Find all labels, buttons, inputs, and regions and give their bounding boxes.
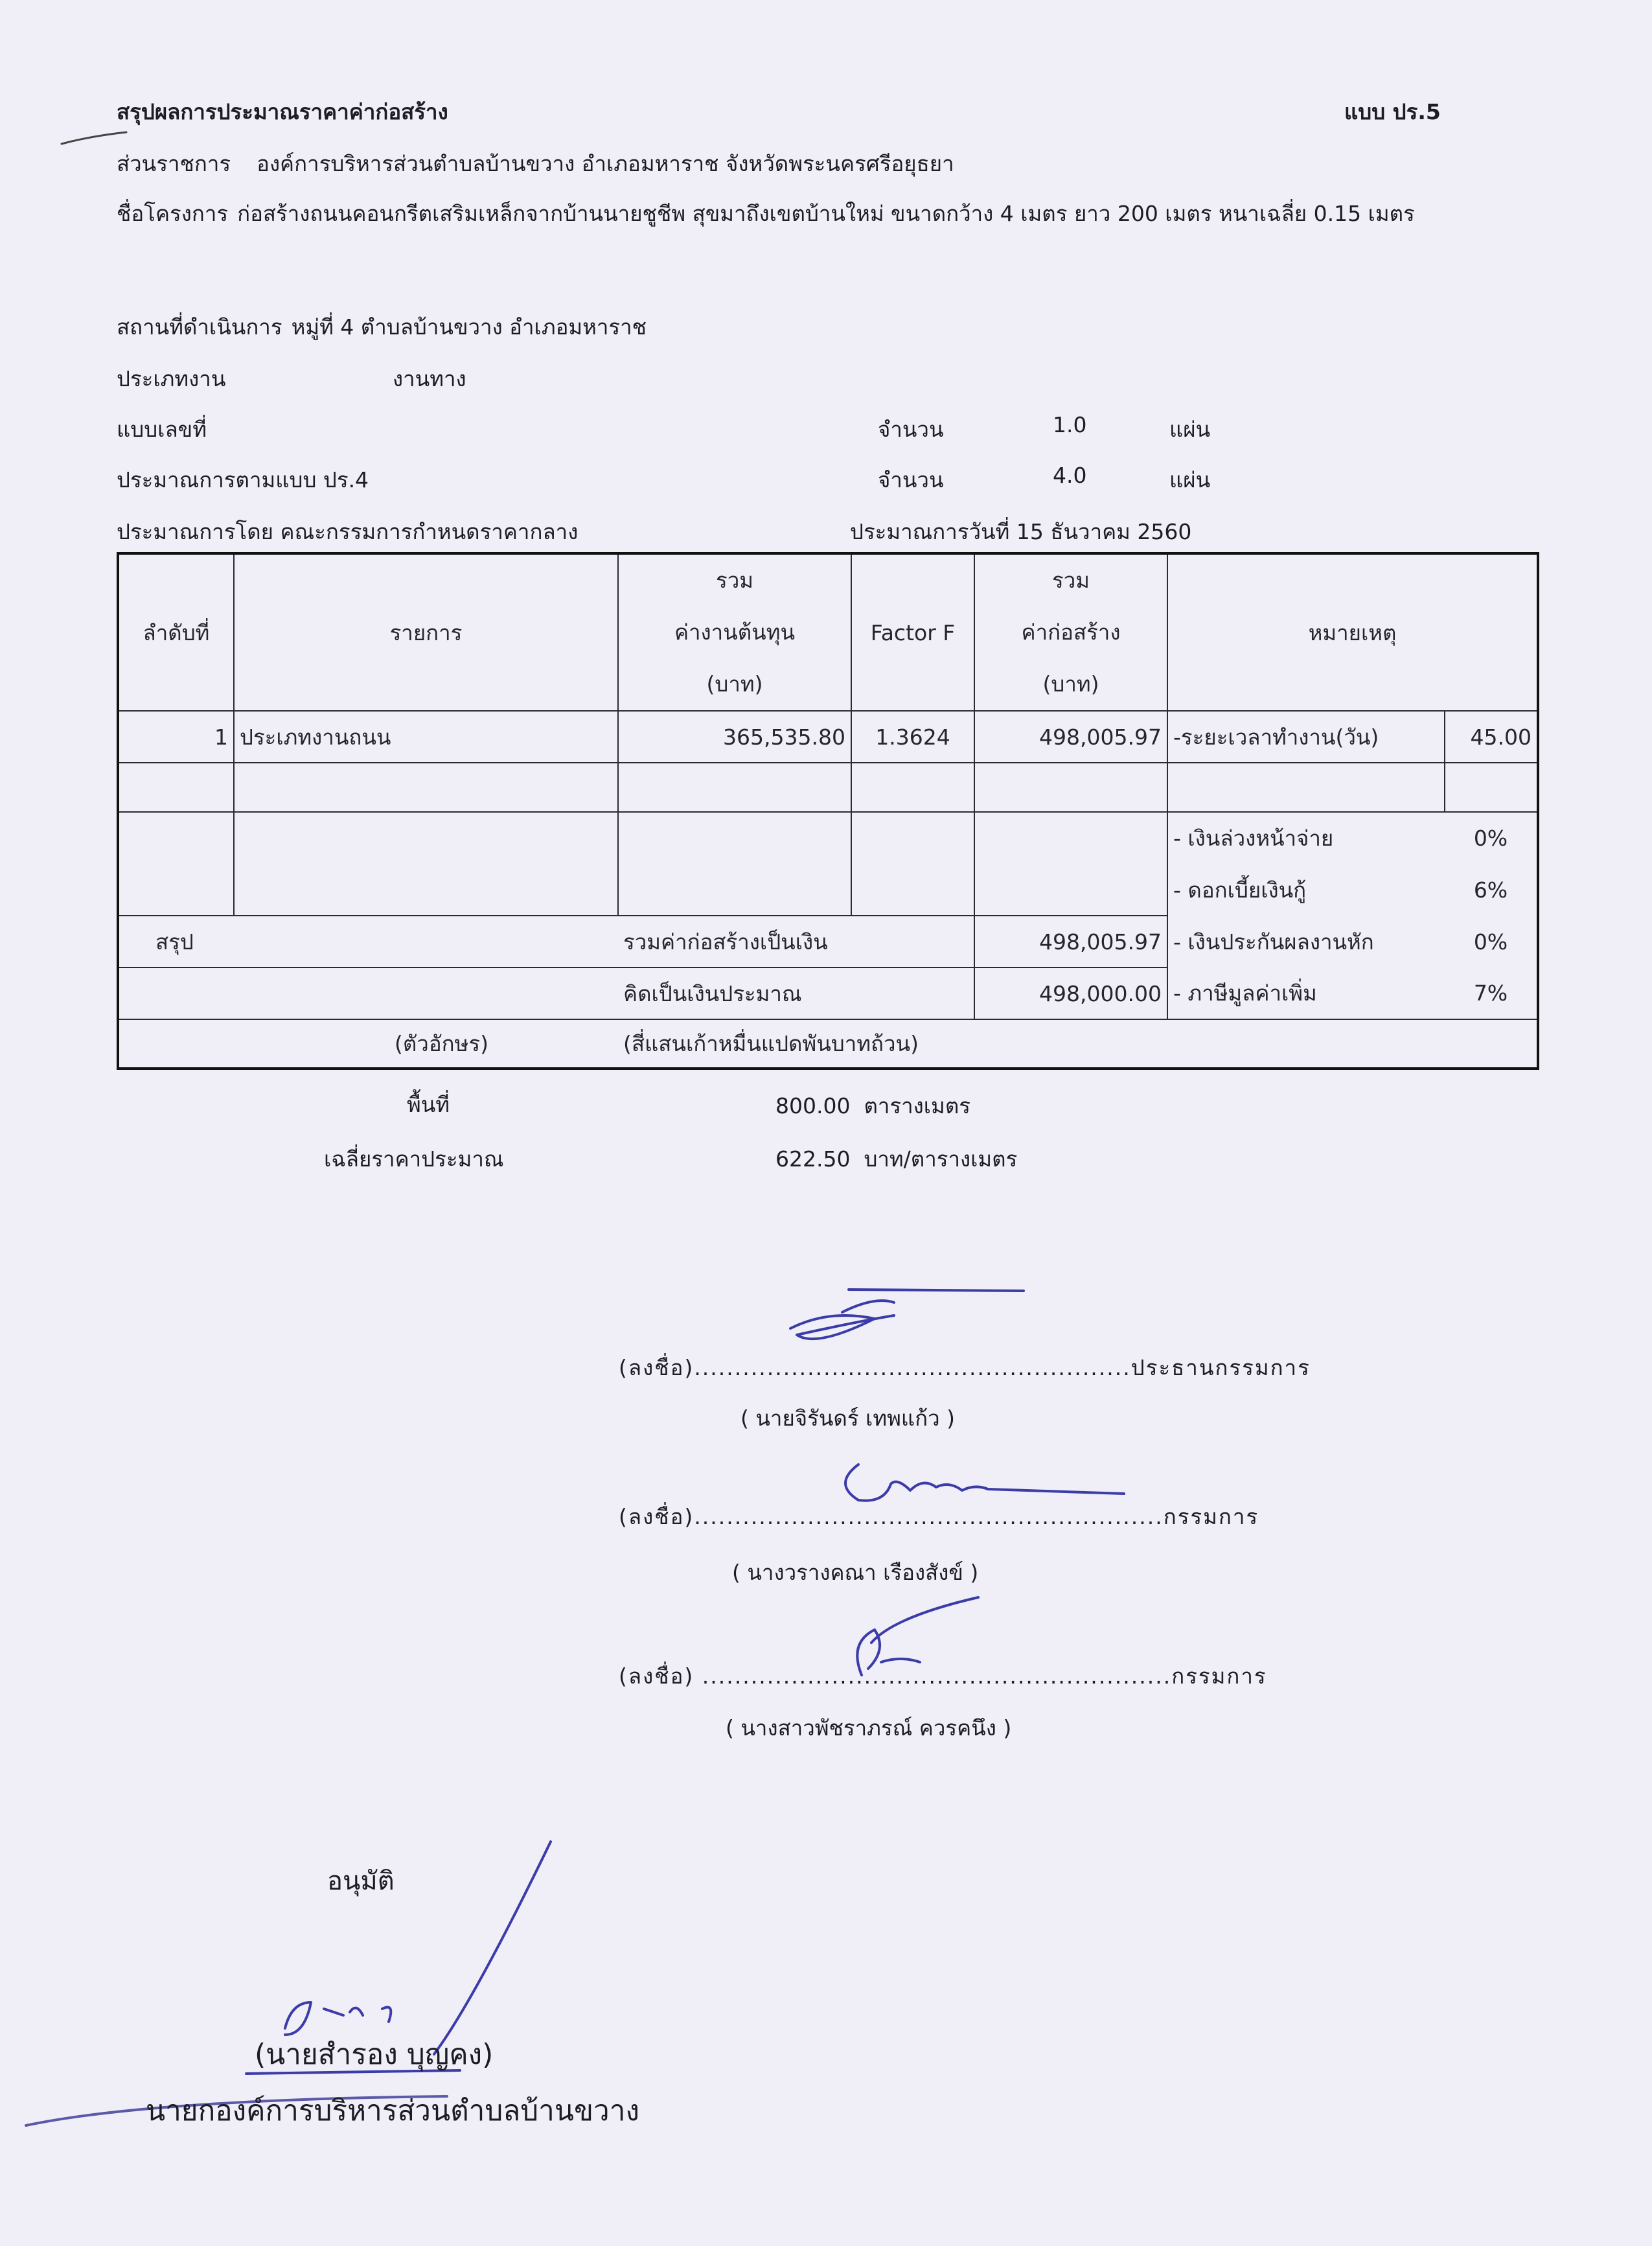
signature-2-line: (ลงชื่อ)..........................................................กรรมการ: [619, 1504, 1259, 1529]
summary-row-rounded: [118, 967, 1538, 1019]
plan-qty: 1.0: [1053, 412, 1087, 437]
header-order: ลำดับที่: [118, 553, 234, 711]
table-row-term-1: [118, 812, 1538, 864]
header-total-line3: (บาท): [1042, 671, 1099, 697]
term-interest-value: 6%: [1445, 864, 1538, 916]
total-value: 498,005.97: [974, 916, 1167, 967]
table-row-empty: [118, 763, 1538, 812]
summary-label: สรุป: [118, 916, 234, 967]
approval-label: อนุมัติ: [327, 1866, 395, 1896]
words-row: [118, 1019, 1538, 1069]
signature-3-line: (ลงชื่อ) ..........................................................กรรมการ: [619, 1663, 1267, 1689]
total-label: รวมค่าก่อสร้างเป็นเงิน: [618, 916, 974, 967]
signature-1-prefix: (ลงชื่อ): [619, 1355, 694, 1380]
estimate-unit: แผ่น: [1169, 467, 1211, 492]
work-type-label: ประเภทงาน: [117, 366, 226, 391]
location-label: สถานที่ดำเนินการ: [117, 314, 282, 340]
header-remark: หมายเหตุ: [1167, 553, 1538, 711]
term-interest-label: - ดอกเบี้ยเงินกู้: [1167, 864, 1445, 916]
signature-3-role: กรรมการ: [1171, 1663, 1267, 1689]
row-remark: -ระยะเวลาทำงาน(วัน): [1167, 711, 1445, 763]
header-total-line2: ค่าก่อสร้าง: [1021, 619, 1121, 645]
signature-2-role: กรรมการ: [1163, 1504, 1259, 1529]
plan-no-label: แบบเลขที่: [117, 417, 207, 442]
project-line: [117, 196, 1415, 231]
signature-3-name: ( นางสาวพัชราภรณ์ ควรคนึง ): [726, 1715, 1012, 1741]
avg-price-unit: บาท/ตารางเมตร: [864, 1146, 1018, 1172]
area-value-line: [775, 1089, 970, 1123]
rounded-label: คิดเป็นเงินประมาณ: [618, 967, 974, 1019]
project-label: ชื่อโครงการ: [117, 201, 229, 226]
rounded-value: 498,000.00: [974, 967, 1167, 1019]
header-cost-line3: (บาท): [706, 671, 763, 697]
plan-unit: แผ่น: [1169, 417, 1211, 442]
signature-1-name: ( นายจิรันดร์ เทพแก้ว ): [740, 1406, 955, 1431]
table-header-row: [118, 553, 1538, 711]
row-cost: 365,535.80: [618, 711, 851, 763]
summary-row-total: [118, 916, 1538, 967]
signature-2-name: ( นางวรางคณา เรืองสังข์ ): [732, 1560, 979, 1585]
estimate-qty: 4.0: [1053, 463, 1087, 488]
term-advance-label: - เงินล่วงหน้าจ่าย: [1167, 812, 1445, 864]
approver-position: นายกองค์การบริหารส่วนตำบลบ้านขวาง: [146, 2094, 639, 2127]
estimator-line: ประมาณการโดย คณะกรรมการกำหนดราคากลาง: [117, 519, 579, 544]
header-cost-line2: ค่างานต้นทุน: [674, 619, 796, 645]
words-label: (ตัวอักษร): [118, 1019, 618, 1069]
signature-1-line: (ลงชื่อ)......................................................ประธานกรรมการ: [619, 1355, 1311, 1380]
row-total: 498,005.97: [974, 711, 1167, 763]
work-type-value: งานทาง: [393, 366, 466, 391]
agency-line: [117, 146, 954, 181]
agency-label: ส่วนราชการ: [117, 151, 231, 176]
header-total: [974, 553, 1167, 711]
estimate-label: ประมาณการตามแบบ ปร.4: [117, 467, 369, 492]
area-value: 800.00: [775, 1093, 851, 1118]
approver-name: (นายสำรอง บุญคง): [255, 2038, 494, 2071]
estimate-table: [117, 552, 1539, 1070]
estimate-qty-label: จำนวน: [878, 467, 944, 492]
header-item: รายการ: [234, 553, 618, 711]
row-remark-value: 45.00: [1445, 711, 1538, 763]
agency-value: องค์การบริหารส่วนตำบลบ้านขวาง อำเภอมหาราช จังหวัดพระนครศรีอยุธยา: [257, 151, 954, 176]
row-order: 1: [118, 711, 234, 763]
row-factor: 1.3624: [851, 711, 974, 763]
area-label: พื้นที่: [407, 1092, 450, 1117]
form-code: แบบ ปร.5: [1344, 99, 1441, 124]
term-vat-value: 7%: [1445, 967, 1538, 1019]
page-title: สรุปผลการประมาณราคาค่าก่อสร้าง: [117, 99, 448, 124]
term-retention-value: 0%: [1445, 916, 1538, 967]
area-unit: ตารางเมตร: [864, 1093, 970, 1118]
avg-price-label: เฉลี่ยราคาประมาณ: [324, 1146, 504, 1172]
header-cost-line1: รวม: [715, 568, 753, 593]
signature-2-prefix: (ลงชื่อ): [619, 1504, 694, 1529]
plan-qty-label: จำนวน: [878, 417, 944, 442]
location-value: หมู่ที่ 4 ตำบลบ้านขวาง อำเภอมหาราช: [291, 314, 647, 340]
words-value: (สี่แสนเก้าหมื่นแปดพันบาทถ้วน): [618, 1019, 1538, 1069]
signature-3-prefix: (ลงชื่อ): [619, 1663, 694, 1689]
term-advance-value: 0%: [1445, 812, 1538, 864]
signature-1-scribble-icon: [777, 1283, 1037, 1354]
header-factor: Factor F: [851, 553, 974, 711]
signature-1-role: ประธานกรรมการ: [1130, 1355, 1311, 1380]
header-total-line1: รวม: [1051, 568, 1090, 593]
row-item: ประเภทงานถนน: [234, 711, 618, 763]
project-value: ก่อสร้างถนนคอนกรีตเสริมเหล็กจากบ้านนายชูชีพ สุขมาถึงเขตบ้านใหม่ ขนาดกว้าง 4 เมตร ยาว 200 เมตร หนาเฉลี่ย 0.15 เมตร: [237, 201, 1415, 226]
avg-price-line: [775, 1142, 1017, 1176]
estimate-date: ประมาณการวันที่ 15 ธันวาคม 2560: [850, 519, 1192, 544]
header-cost: [618, 553, 851, 711]
term-vat-label: - ภาษีมูลค่าเพิ่ม: [1167, 967, 1445, 1019]
table-row: [118, 711, 1538, 763]
term-retention-label: - เงินประกันผลงานหัก: [1167, 916, 1445, 967]
avg-price-value: 622.50: [775, 1146, 851, 1172]
location-line: [117, 310, 647, 344]
